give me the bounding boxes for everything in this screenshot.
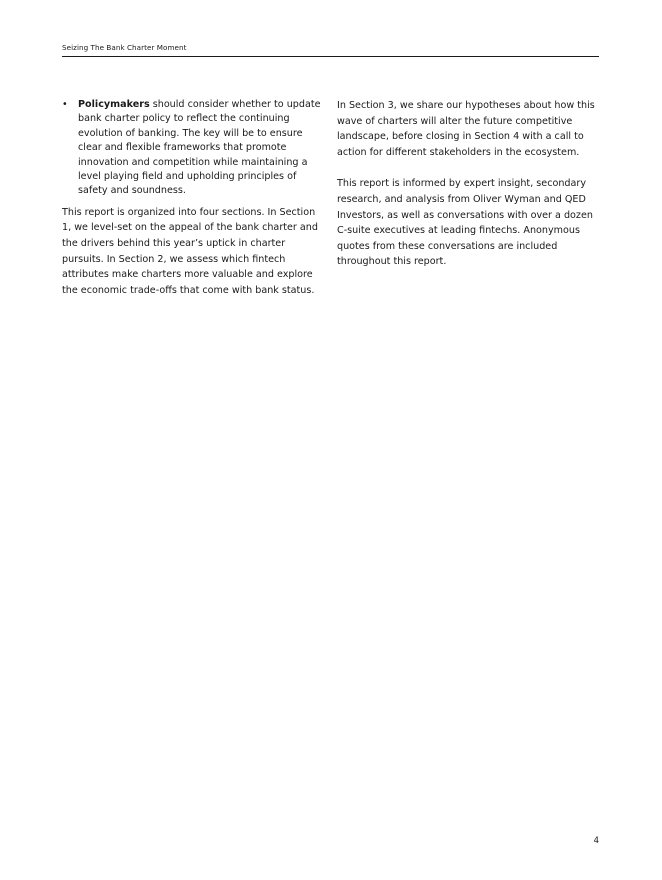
running-header: Seizing The Bank Charter Moment	[62, 43, 187, 52]
sections-paragraph: This report is organized into four sections. In Section 1, we level-set on the appeal of the bank charter and the drivers behind this year’s uptick in charter pursuits. In Section 2, we assess which fintech attributes make charters more valuable and explore the economic trade-offs that come with bank status.	[62, 206, 318, 296]
left-column	[62, 98, 324, 298]
bullet-item-policymakers	[62, 98, 324, 199]
bullet-icon: •	[62, 99, 68, 110]
sources-paragraph: This report is informed by expert insight, secondary research, and analysis from Oliver Wyman and QED Investors, as well as conversations with over a dozen C-suite executives at leading fintechs. Anonymous quotes from these conversations are included throughout this report.	[337, 178, 593, 268]
section3-paragraph: In Section 3, we share our hypotheses about how this wave of charters will alter the future competitive landscape, before closing in Section 4 with a call to action for different stakeholders in the ecosystem.	[337, 100, 595, 158]
right-column	[337, 98, 599, 270]
bullet-text: should consider whether to update bank charter policy to reflect the continuing evolution of banking. The key will be to ensure clear and flexible frameworks that promote innovation and competition while maintaining a level playing field and upholding principles of safety and soundness.	[78, 99, 321, 197]
page-number: 4	[593, 835, 599, 845]
header-rule	[62, 56, 599, 57]
bullet-lead: Policymakers	[78, 99, 150, 110]
